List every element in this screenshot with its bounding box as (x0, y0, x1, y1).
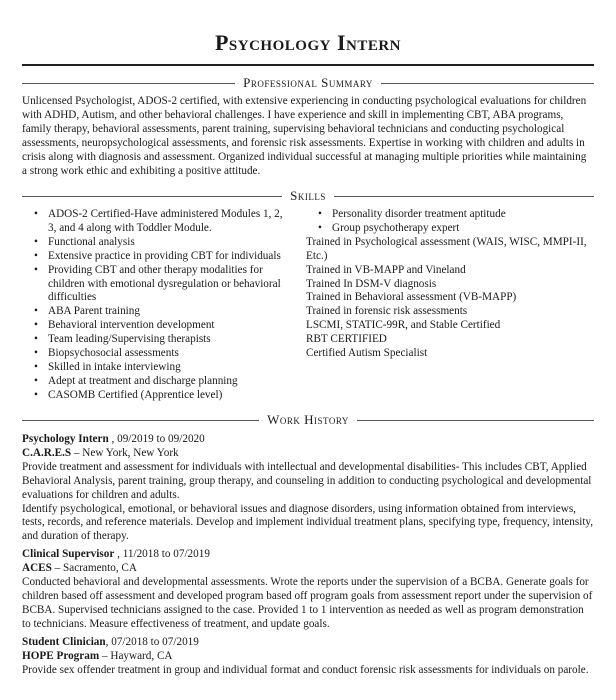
job-description: Provide treatment and assessment for individuals with intellectual and developmental disabilities- This includes CBT, Applied Behavioral Analysis, parent training, group therapy, and counseling in addition to conducting psychological and developmental evaluations for children and adults. (22, 460, 592, 501)
skill-item: • Biopsychosocial assessments (22, 347, 292, 361)
skills-right-list (306, 208, 594, 236)
job-entry (22, 433, 594, 544)
skill-item: • Functional analysis (22, 236, 292, 250)
summary-text: Unlicensed Psychologist, ADOS-2 certified, with extensive experiencing in conducting psychological evaluations for children with ADHD, Autism, and other behavioral challenges. I have experience and skill in implementing CBT, ABA programs, family therapy, behavioral assessments, parent training, supervising behavioral technicians and conducting psychological assessments, neuropsychological assessments, and forensic risk assessments. Expertise in working with children and adults in crisis along with diagnosis and assessment. Organized individual successful at managing multiple priorities while maintaining a strong work ethic and exhibiting a positive attitude. (22, 95, 587, 177)
skill-item: • ADOS-2 Certified-Have administered Modules 1, 2, 3, and 4 along with Toddler Module. (22, 208, 292, 236)
skill-item: • Providing CBT and other therapy modalities for children with emotional dysregulation or behavioral difficulties (22, 264, 292, 306)
skill-item: • ABA Parent training (22, 305, 292, 319)
skill-item: • Team leading/Supervising therapists (22, 333, 292, 347)
job-company: ACES (22, 561, 52, 574)
skill-line: Trained in Behavioral assessment (VB-MAPP) (306, 291, 517, 304)
job-description: Provide sex offender treatment in group and individual format and conduct forensic risk assessments for individuals on parole. (22, 663, 589, 676)
skill-item: • Skilled in intake interviewing (22, 361, 292, 375)
job-description: Identify psychological, emotional, or behavioral issues and diagnose disorders, using information obtained from interviews, tests, records, and reference materials. Develop and implement individual treatment plans, specifying type, frequency, intensity, and duration of therapy. (22, 502, 594, 543)
job-title: Psychology Intern (22, 433, 109, 445)
skills-heading: Skills (282, 188, 334, 203)
skill-line: LSCMI, STATIC-99R, and Stable Certified (306, 319, 501, 332)
skill-line: Trained in VB-MAPP and Vineland (306, 263, 466, 276)
job-company-line (22, 650, 594, 664)
skill-item: • Personality disorder treatment aptitude (306, 208, 594, 222)
job-header (22, 433, 594, 447)
skills-section-header (22, 189, 594, 203)
job-title: Student Clinician (22, 636, 106, 648)
skill-item: • Adept at treatment and discharge planning (22, 375, 292, 389)
work-heading: Work History (259, 412, 357, 427)
skill-line: Trained in forensic risk assessments (306, 305, 468, 318)
job-entry (22, 636, 594, 678)
work-section-header (22, 413, 594, 427)
job-entry (22, 548, 594, 631)
skill-line: RBT CERTIFIED (306, 333, 387, 346)
skill-line: Certified Autism Specialist (306, 347, 428, 360)
skill-item: • CASOMB Certified (Apprentice level) (22, 389, 292, 403)
summary-heading: Professional Summary (235, 75, 381, 90)
job-dates: , 11/2018 to 07/2019 (114, 548, 210, 560)
skill-item: • Group psychotherapy expert (306, 222, 594, 236)
skill-line: Trained In DSM-V diagnosis (306, 277, 437, 290)
summary-section-header (22, 76, 594, 90)
skill-line: Trained in Psychological assessment (WAIS, WISC, MMPI-II, Etc.) (306, 235, 587, 262)
job-dates: , 09/2019 to 09/2020 (108, 433, 205, 445)
resume-title: Psychology Intern (214, 30, 402, 55)
job-location: – Sacramento, CA (51, 561, 137, 574)
job-description: Conducted behavioral and developmental assessments. Wrote the reports under the supervision of a BCBA. Generate goals for children based off assessment and developed program based off program goals from assessment report under the supervision of BCBA. Supervised technicians assigned to the case. Provided 1 to 1 intervention as needed as well as program demonstration to technicians. Measure effectiveness of treatment, and update goals. (22, 575, 593, 630)
job-title: Clinical Supervisor (22, 548, 115, 560)
job-company-line (22, 562, 594, 576)
job-location: – Hayward, CA (99, 649, 173, 662)
job-dates: , 07/2018 to 07/2019 (105, 636, 199, 648)
skill-item: • Extensive practice in providing CBT for individuals (22, 250, 292, 264)
skills-left-column (22, 208, 292, 403)
job-company: C.A.R.E.S (22, 446, 72, 459)
skills-right-column (306, 208, 594, 361)
summary-paragraph (22, 95, 594, 178)
skill-item: • Behavioral intervention development (22, 319, 292, 333)
job-header (22, 636, 594, 650)
skills-left-list (22, 208, 292, 403)
job-location: – New York, New York (71, 446, 179, 459)
job-company-line (22, 447, 594, 461)
job-company: HOPE Program (22, 649, 100, 662)
title-rule (22, 64, 594, 66)
job-header (22, 548, 594, 562)
